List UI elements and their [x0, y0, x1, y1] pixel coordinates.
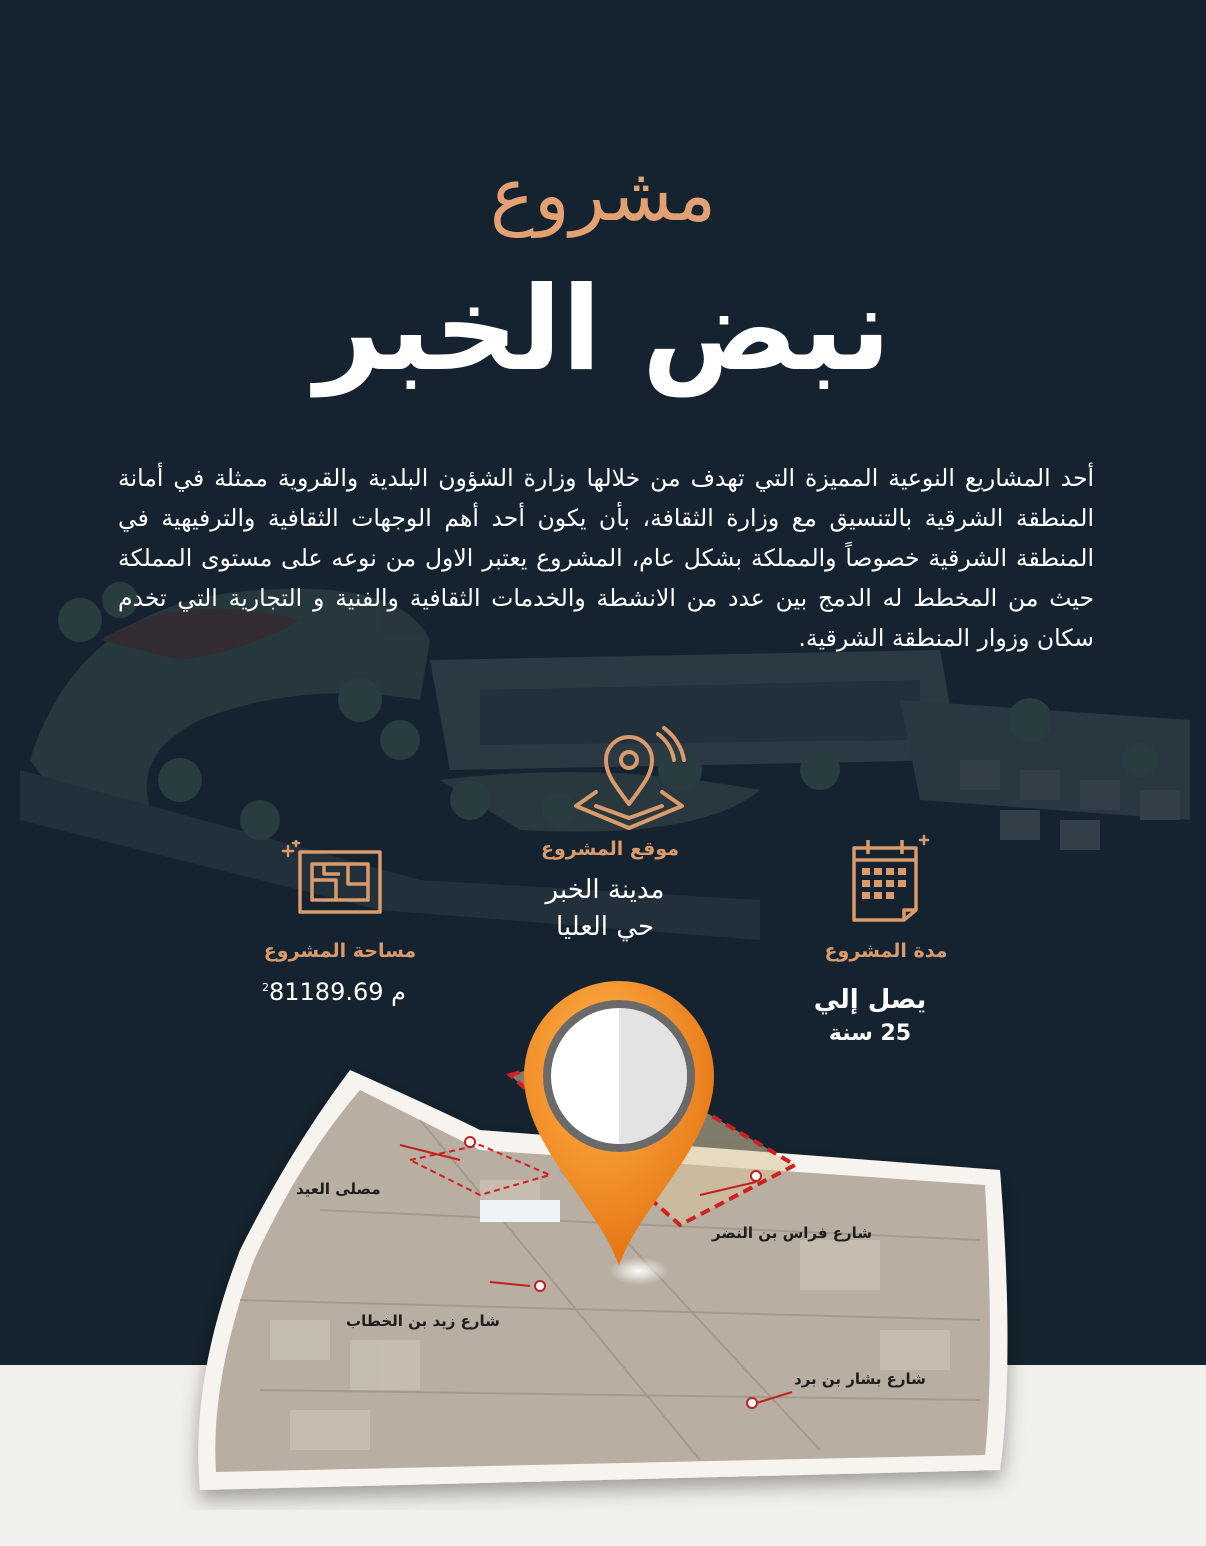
area-value: 81189.69: [269, 978, 384, 1006]
location-city: مدينة الخبر: [545, 875, 665, 905]
area-label: مساحة المشروع: [263, 940, 417, 962]
duration-label: مدة المشروع: [824, 940, 948, 962]
area-plan-icon: [278, 840, 388, 920]
title-line2: نبض الخبر: [315, 262, 891, 397]
calendar-icon: [842, 834, 932, 924]
location-label: موقع المشروع: [540, 838, 680, 860]
map-label-eid-prayer: مصلى العيد: [296, 1180, 381, 1198]
duration-line2: 25 سنة: [828, 1021, 912, 1046]
duration-line1: يصل إلي: [813, 985, 927, 1015]
area-unit: م: [391, 978, 407, 1006]
location-district: حي العليا: [555, 912, 655, 942]
map-pin-icon: [566, 726, 692, 836]
area-unit-sup: 2: [262, 981, 269, 994]
map-label-zaid-street: شارع زيد بن الخطاب: [346, 1312, 500, 1330]
title-line1: مشروع: [489, 152, 717, 238]
area-value-group: [262, 978, 406, 1006]
project-description: أحد المشاريع النوعية المميزة التي تهدف من خلالها وزارة الشؤون البلدية والقروية ممثلة في أمانة المنطقة الشرقية بالتنسيق مع وزارة الثقافة، بأن يكون أحد أهم الوجهات الثقافية والترفيهية في المنطقة الشرقية خصوصاً والمملكة بشكل عام، المشروع يعتبر الاول من نوعه على مستوى المملكة حيث من المخطط له الدمج بين عدد من الانشطة والخدمات الثقافية والفنية و التجارية التي تخدم سكان وزوار المنطقة الشرقية.: [118, 464, 1094, 652]
map-label-firas-street: شارع فراس بن النضر: [712, 1224, 873, 1242]
location-pin-icon: [514, 976, 724, 1286]
map-label-bashar-street: شارع بشار بن برد: [794, 1370, 926, 1388]
